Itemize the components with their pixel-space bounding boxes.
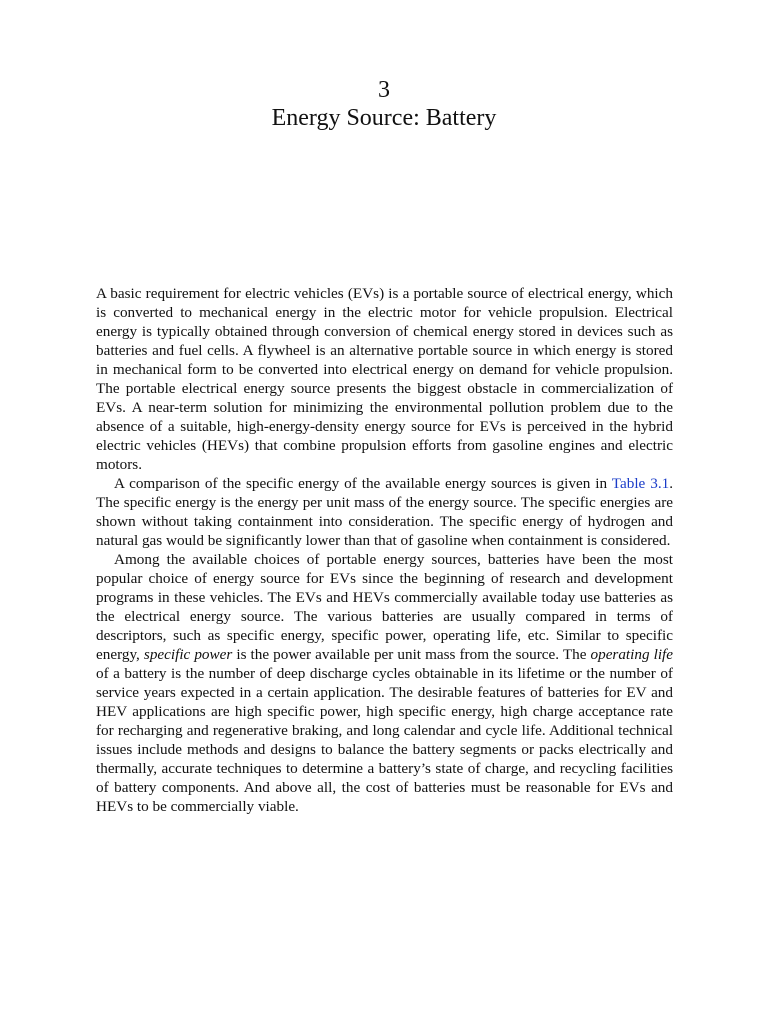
paragraph-2 — [96, 474, 673, 550]
term-specific-power: specific power — [143, 646, 233, 663]
term-operating-life: operating life — [590, 646, 673, 663]
table-3-1-link[interactable]: Table 3.1 — [611, 475, 670, 492]
paragraph-3-text-a: Among the available choices of portable energy sources, batteries have been the most popular choice of energy source for EVs since the beginning of research and development programs in these vehicles. The EVs and HEVs commercially available today use batteries as the electrical energy source. The various batteries are usually compared in terms of descriptors, such as specific energy, specific power, operating life, etc. Similar to specific energy, — [96, 551, 673, 663]
chapter-title: Energy Source: Battery — [271, 105, 497, 131]
paragraph-1: A basic requirement for electric vehicles (EVs) is a portable source of electrical energy, which is converted to mechanical energy in the electric motor for vehicle propulsion. Electrical energy is typically obtained through conversion of chemical energy stored in devices such as batteries and fuel cells. A flywheel is an alternative portable source in which energy is stored in mechanical form to be converted into electrical energy on demand for vehicle propulsion. The portable electrical energy source presents the biggest obstacle in commercialization of EVs. A near-term solution for minimizing the environmental pollution problem due to the absence of a suitable, high-energy-density energy source for EVs is perceived in the hybrid electric vehicles (HEVs) that combine propulsion efforts from gasoline engines and electric motors. — [96, 285, 673, 473]
chapter-number: 3 — [378, 77, 390, 103]
paragraph-3 — [96, 550, 673, 816]
body-text — [96, 284, 673, 816]
paragraph-2-text-a: A comparison of the specific energy of the available energy sources is given in — [114, 475, 612, 492]
paragraph-3-text-c: of a battery is the number of deep discharge cycles obtainable in its lifetime or the number of service years expected in a certain application. The desirable features of batteries for EV and HEV applications are high specific power, high specific energy, high charge acceptance rate for recharging and regenerative braking, and long calendar and cycle life. Additional technical issues include methods and designs to balance the battery segments or packs electrically and thermally, accurate techniques to determine a battery’s state of charge, and recycling facilities of battery components. And above all, the cost of batteries must be reasonable for EVs and HEVs to be commercially viable. — [96, 665, 673, 815]
paragraph-3-text-b: is the power available per unit mass from the source. The — [232, 646, 591, 663]
paragraph-2-text-b: . The specific energy is the energy per unit mass of the energy source. The specific energies are shown without taking containment into consideration. The specific energy of hydrogen and natural gas would be significantly lower than that of gasoline when containment is considered. — [96, 475, 674, 549]
